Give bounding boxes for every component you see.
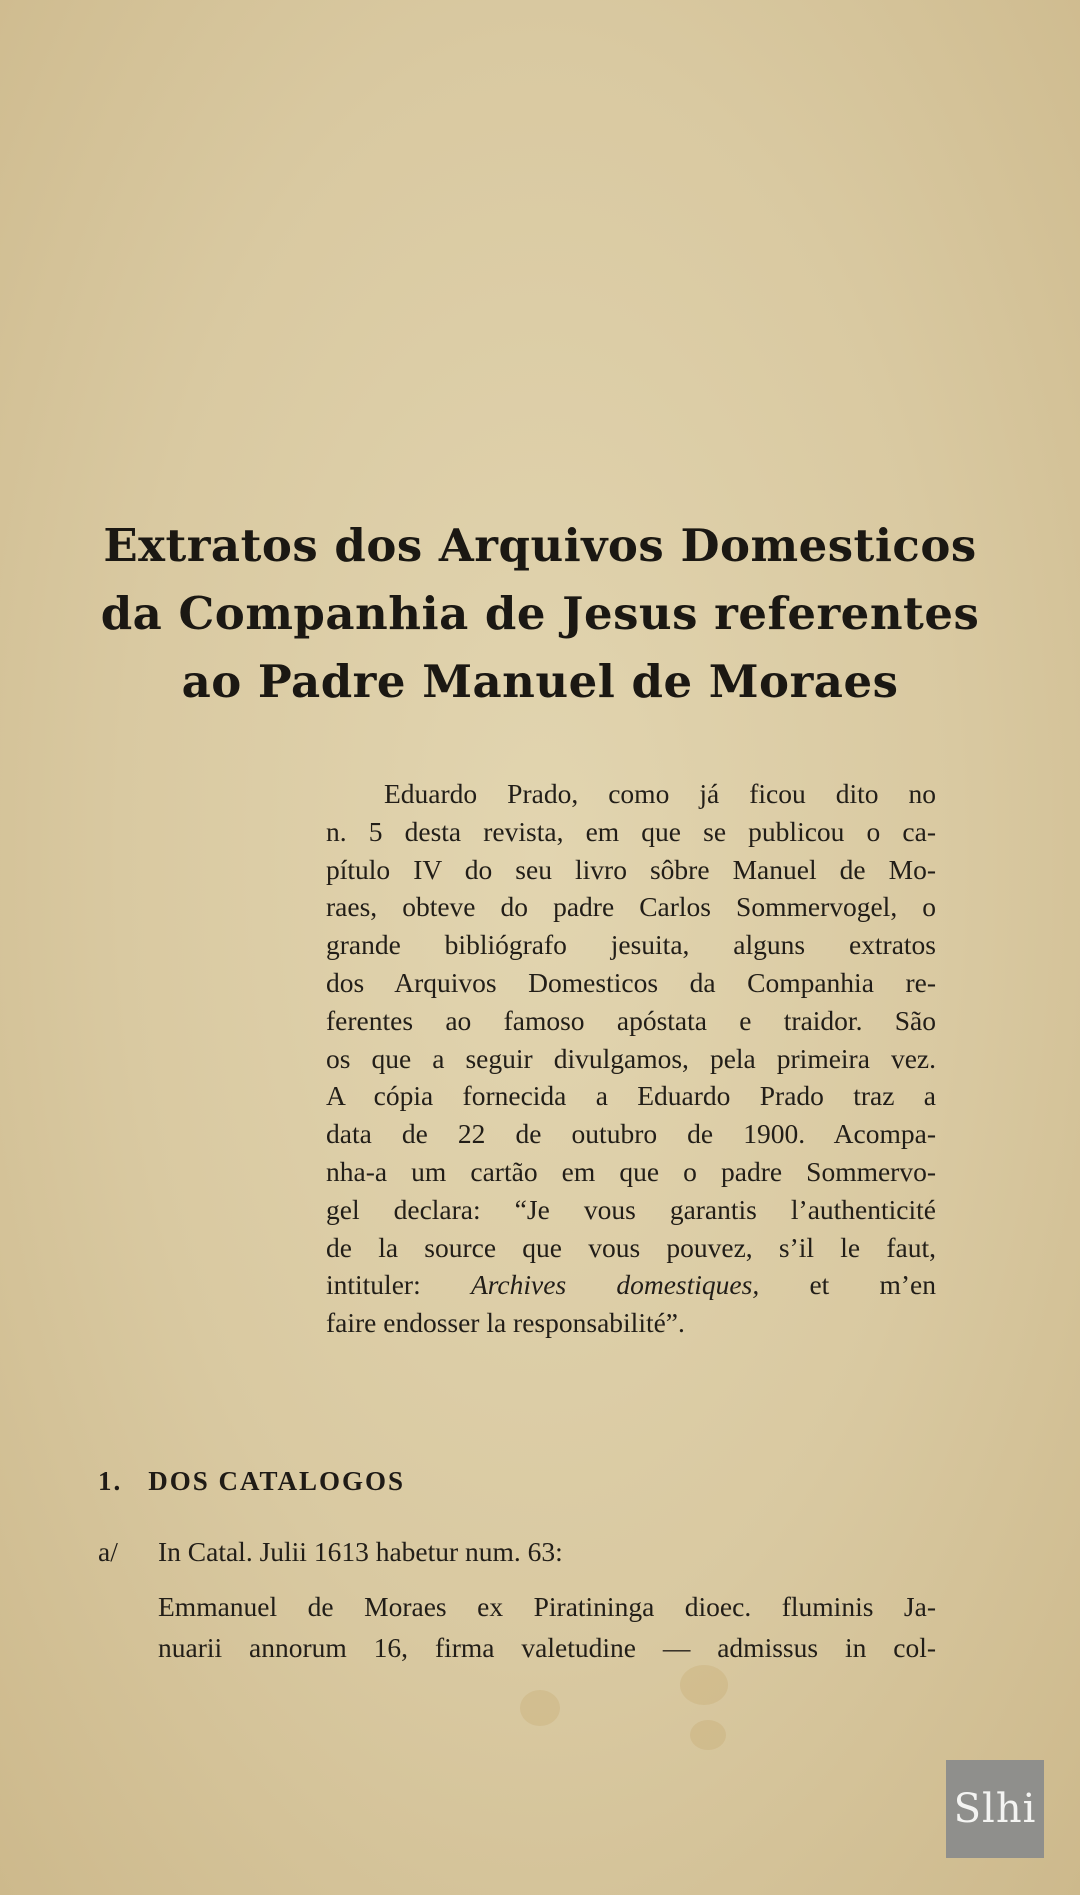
- intro-line: n. 5 desta revista, em que se publicou o ca-: [326, 815, 936, 847]
- title-line: ao Padre Manuel de Moraes: [181, 655, 899, 708]
- intro-line: A cópia fornecida a Eduardo Prado traz a: [326, 1080, 936, 1112]
- intro-line: pítulo IV do seu livro sôbre Manuel de Mo-: [326, 853, 936, 885]
- intro-line: os que a seguir divulgamos, pela primeira vez.: [326, 1042, 936, 1074]
- entry-body-line: Emmanuel de Moraes ex Piratininga dioec. fluminis Ja-: [158, 1591, 936, 1622]
- intro-text: et m’en: [809, 1269, 937, 1301]
- intro-line: de la source que vous pouvez, s’il le faut,: [326, 1231, 936, 1263]
- title-line: da Companhia de Jesus referentes: [100, 587, 980, 640]
- entry-label: a/: [98, 1536, 118, 1567]
- intro-text: intituler:: [326, 1269, 421, 1301]
- title-line: Extratos dos Arquivos Domesticos: [103, 519, 977, 572]
- intro-line: Eduardo Prado, como já ficou dito no: [384, 778, 936, 809]
- entry-body-line: nuarii annorum 16, firma valetudine — admissus in col-: [158, 1632, 936, 1663]
- section-heading: [98, 1466, 405, 1497]
- section-title: DOS CATALOGOS: [148, 1466, 406, 1496]
- slhi-logo: Slhi: [946, 1760, 1044, 1858]
- paper-stain: [680, 1665, 728, 1705]
- intro-line: dos Arquivos Domesticos da Companhia re-: [326, 966, 936, 998]
- paper-stain: [520, 1690, 560, 1726]
- catalog-entry-header: [98, 1536, 563, 1568]
- intro-line: data de 22 de outubro de 1900. Acompa-: [326, 1118, 936, 1150]
- italic-title: Archives domestiques,: [470, 1269, 760, 1301]
- catalog-entry-body: [158, 1586, 936, 1668]
- paper-stain: [690, 1720, 726, 1750]
- intro-line: raes, obteve do padre Carlos Sommervogel, o: [326, 891, 936, 923]
- section-number: 1.: [98, 1466, 123, 1496]
- intro-line: gel declara: “Je vous garantis l’authenticité: [326, 1193, 936, 1225]
- intro-line: grande bibliógrafo jesuita, alguns extratos: [326, 929, 936, 961]
- entry-text: In Catal. Julii 1613 habetur num. 63:: [158, 1536, 563, 1567]
- intro-line: nha-a um cartão em que o padre Sommervo-: [326, 1155, 936, 1187]
- article-title: [60, 512, 1020, 716]
- intro-line: ferentes ao famoso apóstata e traidor. São: [326, 1004, 936, 1036]
- intro-paragraph: [326, 775, 936, 1342]
- intro-line: [326, 1266, 936, 1304]
- intro-line: faire endosser la responsabilité”.: [326, 1307, 685, 1339]
